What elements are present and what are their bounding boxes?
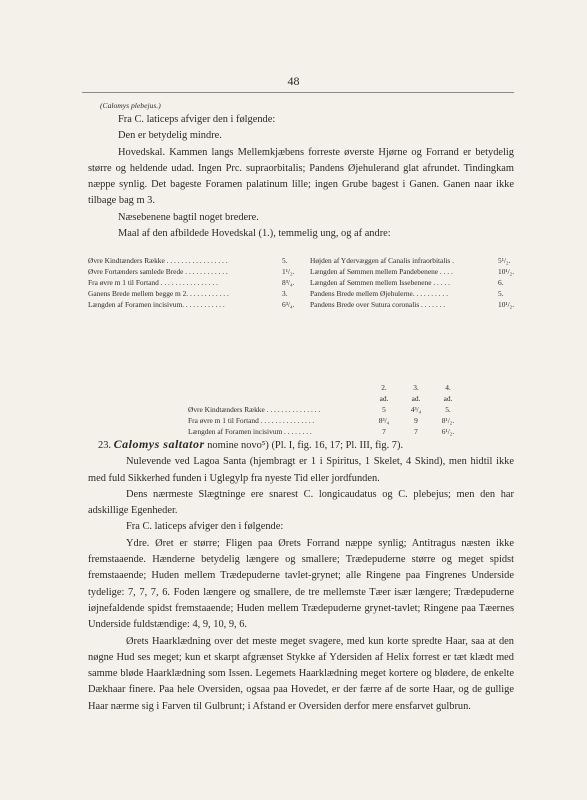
- paragraph: Ørets Haarklædning over det meste meget svagere, med kun korte spredte Haar, saa at den nøgne Hud ses meget; kun et skarpt afgrænset Stykke af Ydersiden af Helix forrest er tæt klædt med samme bløde Haarklædning som Issen. Legemets Haarklædning meget kortere og blødere, de enkelte Dækhaar finere. Paa hele Oversiden, ogsaa paa Hovedet, er der færre af de sorte Haar, og de gullige Haar nærme sig i Farven til Gulbrunt; i Afstand er Oversiden derfor mere ensfarvet gulbrun.: [88, 635, 514, 712]
- species-name: Calomys saltator: [113, 437, 205, 451]
- measure-row: Ganens Brede mellem begge m 2. . . . . . . . . . . . 3.: [88, 288, 288, 298]
- paragraph: Fra C. laticeps afviger den i følgende:: [126, 521, 284, 533]
- measure-row: Længden af Sømmen mellem Issebenene . . . . . 6.: [310, 277, 504, 287]
- measures-intro: Maal af den afbildede Hovedskal (1.), temmelig ung, og af andre:: [118, 227, 391, 239]
- table-header: 2. 3. 4.: [381, 383, 451, 392]
- measurements-right: [310, 256, 518, 311]
- section-23: [88, 436, 514, 715]
- specimen-table: [188, 383, 468, 438]
- skull-paragraph: [88, 145, 514, 210]
- species-heading: [88, 436, 514, 454]
- table-row: Fra øvre m 1 til Fortand . . . . . . . . . . . . . . . 8³/₄ 9 8¹/₂.: [188, 415, 455, 425]
- measurements-left: [88, 256, 302, 311]
- skull-label: Hovedskal.: [118, 146, 166, 158]
- table-subheader: ad. ad. ad.: [379, 393, 453, 403]
- measure-row: Længden af Foramen incisivum. . . . . . . . . . . . 6³/₄.: [88, 299, 295, 309]
- species-rest: nomine novo⁵) (Pl. I, fig. 16, 17; Pl. III, fig. 7).: [207, 440, 404, 451]
- intro-line: Fra C. laticeps afviger den i følgende:: [118, 113, 276, 125]
- measure-row: Fra øvre m 1 til Fortand . . . . . . . . . . . . . . . . 8³/₄.: [88, 277, 295, 287]
- section-number: 23.: [98, 440, 111, 451]
- measure-row: Højden af Ydervæggen af Canalis infraorbitalis . 5¹/₂.: [310, 256, 511, 265]
- measure-row: Øvre Kindtænders Række . . . . . . . . . . . . . . . . . 5.: [88, 256, 288, 265]
- paragraph: Dens nærmeste Slægtninge ere snarest C. longicaudatus og C. plebejus; men den har adskillige Egenheder.: [88, 488, 514, 517]
- section-heading: (Calomys plebejus.): [100, 101, 161, 110]
- measure-row: Pandens Brede mellem Øjehulerne. . . . . . . . . . 5.: [310, 288, 504, 298]
- measure-row: Øvre Fortænders samlede Brede . . . . . . . . . . . . 1¹/₂.: [88, 266, 295, 276]
- skull-text: Kammen langs Mellemkjæbens forreste øverste Hjørne og Forrand er betydelig større og heldende udad. Ingen Prc. supraorbitalis; Pandens Øjehulerand glat afrundet. Tindingkam næppe synlig. Det bageste Foramen palatinum lille; ingen Grube bagest i Ganen. Ganen naar ikke tilbage bag m 3.: [88, 146, 514, 207]
- measure-row: Pandens Brede over Sutura coronalis . . . . . . . 10¹/₂.: [310, 299, 515, 309]
- nasal-line: Næsebenene bagtil noget bredere.: [118, 211, 259, 223]
- page-number: 48: [287, 74, 300, 88]
- measure-row: Længden af Sømmen mellem Pandebenene . . . . 10¹/₂.: [310, 266, 515, 276]
- table-row: Længden af Foramen incisivum . . . . . . . . 7 7 6¹/₂.: [188, 426, 455, 436]
- paragraph: Nulevende ved Lagoa Santa (hjembragt er 1 i Spiritus, 1 Skelet, 4 Skind), men hidtil ikke med fuld Sikkerhed funden i Uglegylp fra nyeste Tid eller jordfunden.: [88, 456, 514, 484]
- header-rule: [82, 92, 514, 93]
- paragraph: Ydre. Øret er større; Fligen paa Ørets Forrand næppe synlig; Antitragus næsten ikke fremstaaende. Hænderne betydelig længere og smallere; Trædepuderne større og meget spidst fremstaaende; Huden mellem Trædepuderne tavlet-grynet; alle Ringene paa Fingrenes Underside tydelige: 7, 7, 7, 6. Foden længere og smallere, de tre mellemste Tæer især længere; Trædepuderne iøjnefaldende spidst fremstaaende; Huden mellem Trædepuderne grynet-tavlet; Ringene paa Tæernes Underside fuldstændige: 4, 9, 10, 9, 6.: [88, 537, 514, 631]
- table-row: Øvre Kindtænders Række . . . . . . . . . . . . . . . 5 4³/₄ 5.: [188, 404, 451, 414]
- diff-line: Den er betydelig mindre.: [118, 130, 222, 142]
- top-section: [88, 101, 514, 242]
